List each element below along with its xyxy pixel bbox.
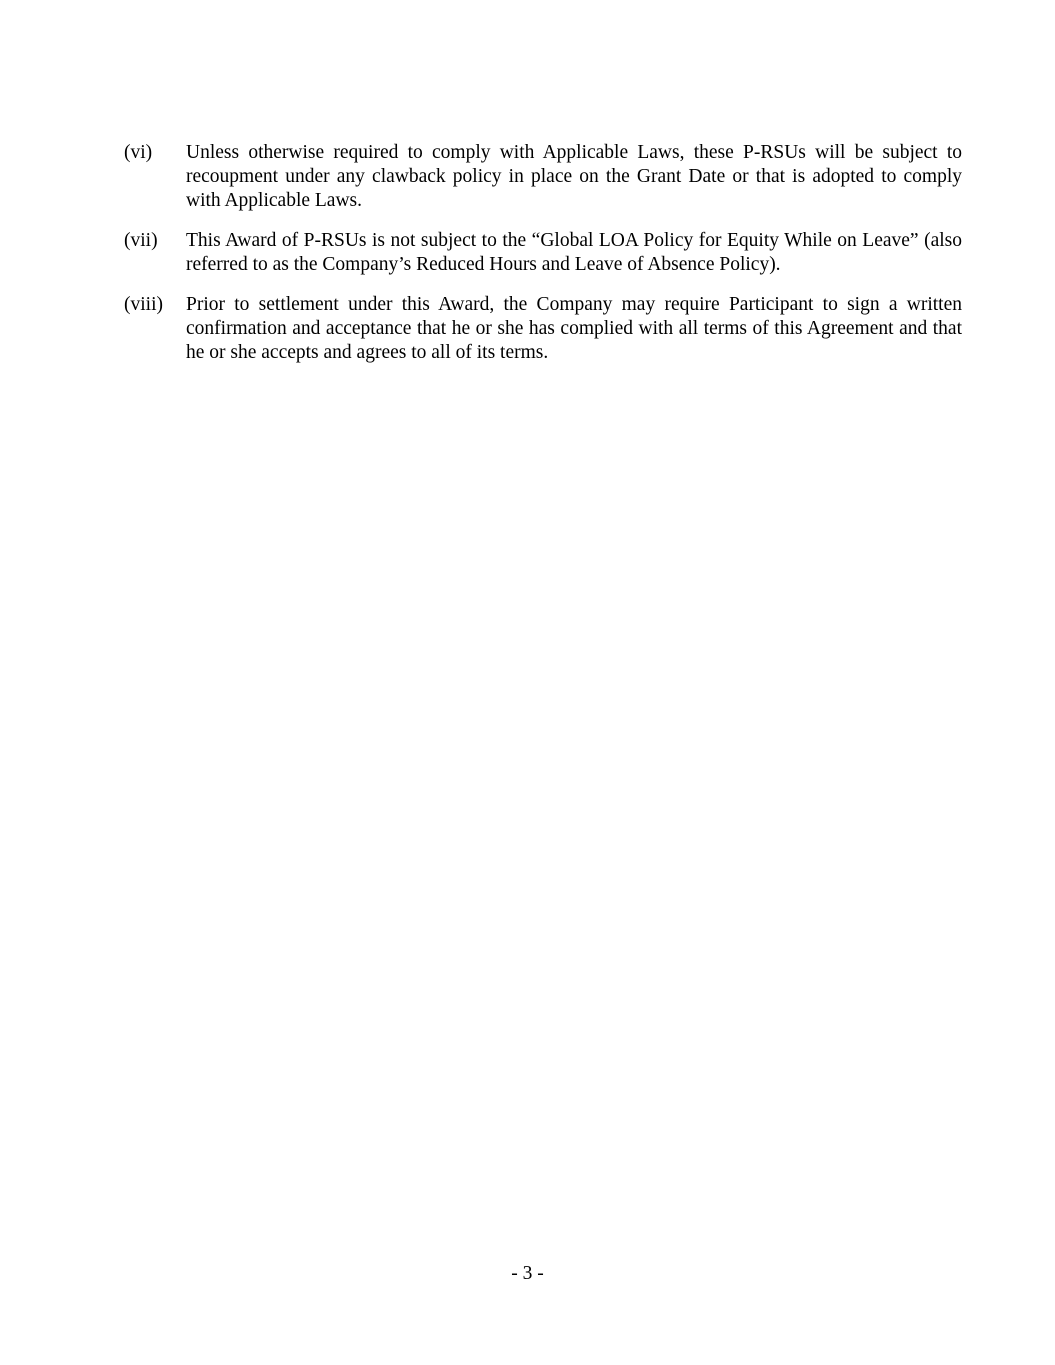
clause-number: (viii) — [124, 294, 163, 315]
clause-list — [124, 141, 962, 381]
page-number: - 3 - — [511, 1263, 544, 1284]
clause-text: Unless otherwise required to comply with Applicable Laws, these P-RSUs will be subject to recoupment under any clawback policy in place on the Grant Date or that is adopted to comply with Applicable Laws. — [186, 142, 962, 211]
clause-number: (vi) — [124, 142, 153, 163]
clause-vii — [124, 229, 962, 277]
clause-text: This Award of P-RSUs is not subject to the “Global LOA Policy for Equity While on Leave” (also referred to as the Company’s Reduced Hours and Leave of Absence Policy). — [186, 230, 962, 275]
clause-number: (vii) — [124, 230, 158, 251]
clause-text: Prior to settlement under this Award, the Company may require Participant to sign a written confirmation and acceptance that he or she has complied with all terms of this Agreement and that he or she accepts and agrees to all of its terms. — [186, 294, 962, 363]
clause-vi — [124, 141, 962, 213]
clause-viii — [124, 293, 962, 365]
